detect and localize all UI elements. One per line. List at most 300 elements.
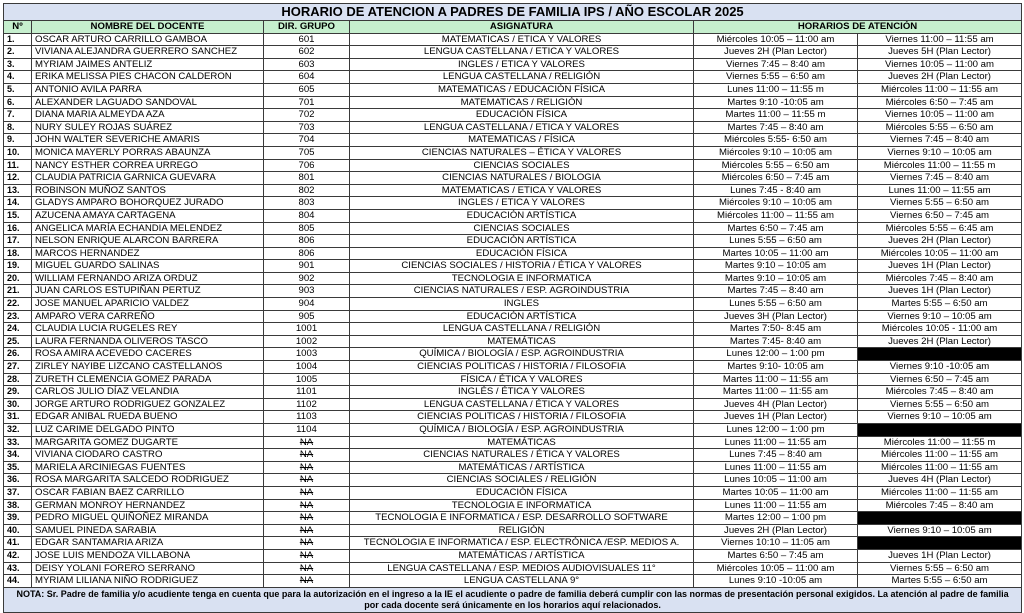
- row-number: 3.: [4, 58, 32, 71]
- subject-name: EDUCACIÓN ARTÍSTICA: [350, 209, 694, 222]
- schedule-slot-1: Lunes 7:45 - 8:40 am: [694, 184, 858, 197]
- schedule-slot-1: Martes 7:45- 8:40 am: [694, 335, 858, 348]
- schedule-slot-1: Jueves 2H (Plan Lector): [694, 46, 858, 59]
- table-row: [4, 411, 1022, 424]
- row-number: 19.: [4, 260, 32, 273]
- row-number: 29.: [4, 386, 32, 399]
- group-code: NA: [264, 499, 350, 512]
- teacher-name: VIVIANA CIODARO CASTRO: [32, 449, 264, 462]
- teacher-name: CLAUDIA LUCIA RUGELES REY: [32, 323, 264, 336]
- header-subject: ASIGNATURA: [350, 21, 694, 34]
- group-code: 806: [264, 247, 350, 260]
- subject-name: FÍSICA / ÉTICA Y VALORES: [350, 373, 694, 386]
- subject-name: EDUCACIÓN FÍSICA: [350, 109, 694, 122]
- group-code: 605: [264, 83, 350, 96]
- schedule-slot-1: Miércoles 10:05 – 11:00 am: [694, 562, 858, 575]
- teacher-name: LAURA FERNANDA OLIVEROS TASCO: [32, 335, 264, 348]
- schedule-slot-2: Viernes 9:10 – 10:05 am: [858, 411, 1022, 424]
- schedule-slot-2: Miércoles 7:45 – 8:40 am: [858, 386, 1022, 399]
- schedule-slot-1: Miércoles 9:10 – 10:05 am: [694, 197, 858, 210]
- subject-name: CIENCIAS NATURALES / ÉTICA Y VALORES: [350, 449, 694, 462]
- teacher-name: NANCY ESTHER CORREA URREGO: [32, 159, 264, 172]
- subject-name: MATEMÁTICAS: [350, 335, 694, 348]
- blocked-cell: [858, 537, 1022, 550]
- schedule-slot-1: Miércoles 5:55- 6:50 am: [694, 134, 858, 147]
- teacher-name: MIGUEL GUARDO SALINAS: [32, 260, 264, 273]
- subject-name: LENGUA CASTELLANA / RELIGIÓN: [350, 323, 694, 336]
- group-code: 901: [264, 260, 350, 273]
- group-code: 704: [264, 134, 350, 147]
- row-number: 7.: [4, 109, 32, 122]
- teacher-name: JOSE MANUEL APARICIO VALDEZ: [32, 298, 264, 311]
- group-code: 1103: [264, 411, 350, 424]
- group-code: 1001: [264, 323, 350, 336]
- schedule-slot-1: Martes 9:10 – 10:05 am: [694, 260, 858, 273]
- group-code: NA: [264, 449, 350, 462]
- group-code: 1003: [264, 348, 350, 361]
- table-row: [4, 71, 1022, 84]
- subject-name: MATEMATICAS / ETICA Y VALORES: [350, 184, 694, 197]
- row-number: 25.: [4, 335, 32, 348]
- schedule-slot-1: Martes 7:45 – 8:40 am: [694, 285, 858, 298]
- table-row: [4, 247, 1022, 260]
- row-number: 41.: [4, 537, 32, 550]
- schedule-slot-1: Miércoles 5:55 – 6:50 am: [694, 159, 858, 172]
- table-row: [4, 398, 1022, 411]
- row-number: 20.: [4, 272, 32, 285]
- group-code: NA: [264, 474, 350, 487]
- subject-name: CIENCIAS SOCIALES: [350, 159, 694, 172]
- row-number: 22.: [4, 298, 32, 311]
- header-row: [4, 21, 1022, 34]
- teacher-name: CARLOS JULIO DÍAZ VELANDIA: [32, 386, 264, 399]
- row-number: 6.: [4, 96, 32, 109]
- group-code: 1104: [264, 424, 350, 437]
- schedule-slot-2: Miércoles 6:50 – 7:45 am: [858, 96, 1022, 109]
- table-row: [4, 373, 1022, 386]
- schedule-slot-1: Miércoles 9:10 – 10:05 am: [694, 146, 858, 159]
- schedule-slot-2: Viernes 5:55 – 6:50 am: [858, 398, 1022, 411]
- subject-name: LENGUA CASTELLANA / ÉTICA Y VALORES: [350, 398, 694, 411]
- group-code: NA: [264, 512, 350, 525]
- schedule-slot-2: Viernes 7:45 – 8:40 am: [858, 134, 1022, 147]
- schedule-slot-2: Viernes 10:05 – 11:00 am: [858, 58, 1022, 71]
- teacher-name: MARGARITA GOMEZ DUGARTE: [32, 436, 264, 449]
- schedule-slot-1: Lunes 12:00 – 1:00 pm: [694, 424, 858, 437]
- subject-name: CIENCIAS NATURALES – ÉTICA Y VALORES: [350, 146, 694, 159]
- group-code: 805: [264, 222, 350, 235]
- schedule-slot-1: Martes 9:10 -10:05 am: [694, 96, 858, 109]
- schedule-slot-2: Jueves 2H (Plan Lector): [858, 335, 1022, 348]
- schedule-slot-2: Viernes 6:50 – 7:45 am: [858, 373, 1022, 386]
- table-row: [4, 310, 1022, 323]
- subject-name: RELIGIÓN: [350, 524, 694, 537]
- schedule-slot-2: Viernes 6:50 – 7:45 am: [858, 209, 1022, 222]
- subject-name: CIENCIAS SOCIALES / RELIGIÓN: [350, 474, 694, 487]
- group-code: 703: [264, 121, 350, 134]
- group-code: 1101: [264, 386, 350, 399]
- teacher-name: ROBINSON MUÑOZ SANTOS: [32, 184, 264, 197]
- table-row: [4, 58, 1022, 71]
- table-row: [4, 46, 1022, 59]
- group-code: 701: [264, 96, 350, 109]
- schedule-slot-2: Viernes 11:00 – 11:55 am: [858, 33, 1022, 46]
- schedule-slot-1: Martes 6:50 – 7:45 am: [694, 222, 858, 235]
- header-group: DIR. GRUPO: [264, 21, 350, 34]
- row-number: 42.: [4, 549, 32, 562]
- header-num: Nº: [4, 21, 32, 34]
- row-number: 44.: [4, 575, 32, 588]
- row-number: 39.: [4, 512, 32, 525]
- page-title: HORARIO DE ATENCION A PADRES DE FAMILIA IPS / AÑO ESCOLAR 2025: [4, 4, 1022, 21]
- group-code: 601: [264, 33, 350, 46]
- schedule-slot-2: Miércoles 10:05 - 11:00 am: [858, 323, 1022, 336]
- teacher-name: DEISY YOLANI FORERO SERRANO: [32, 562, 264, 575]
- schedule-slot-2: Miércoles 7:45 – 8:40 am: [858, 272, 1022, 285]
- schedule-slot-2: Miércoles 11:00 – 11:55 am: [858, 486, 1022, 499]
- row-number: 15.: [4, 209, 32, 222]
- row-number: 17.: [4, 235, 32, 248]
- subject-name: INGLÉS / ÉTICA Y VALORES: [350, 386, 694, 399]
- table-row: [4, 499, 1022, 512]
- group-code: 705: [264, 146, 350, 159]
- schedule-slot-2: Viernes 5:55 – 6:50 am: [858, 197, 1022, 210]
- schedule-slot-2: Viernes 5:55 – 6:50 am: [858, 562, 1022, 575]
- schedule-slot-2: Viernes 9:10 – 10:05 am: [858, 524, 1022, 537]
- group-code: 903: [264, 285, 350, 298]
- table-row: [4, 109, 1022, 122]
- teacher-name: JORGE ARTURO RODRIGUEZ GONZALEZ: [32, 398, 264, 411]
- subject-name: EDUCACIÓN FÍSICA: [350, 486, 694, 499]
- schedule-slot-1: Lunes 11:00 – 11:55 am: [694, 499, 858, 512]
- subject-name: TECNOLOGIA E INFORMATICA / ESP. ELECTRÓNICA /ESP. MEDIOS A.: [350, 537, 694, 550]
- schedule-slot-2: Miércoles 5:55 – 6:50 am: [858, 121, 1022, 134]
- subject-name: MATEMÁTICAS / ARTÍSTICA: [350, 549, 694, 562]
- schedule-slot-1: Martes 12:00 – 1:00 pm: [694, 512, 858, 525]
- subject-name: LENGUA CASTELLANA 9°: [350, 575, 694, 588]
- schedule-slot-1: Viernes 5:55 – 6:50 am: [694, 71, 858, 84]
- row-number: 11.: [4, 159, 32, 172]
- subject-name: CIENCIAS POLITICAS / HISTORIA / FILOSOFIA: [350, 361, 694, 374]
- table-row: [4, 436, 1022, 449]
- row-number: 14.: [4, 197, 32, 210]
- subject-name: MATEMATICAS / RELIGIÓN: [350, 96, 694, 109]
- subject-name: EDUCACIÓN ARTÍSTICA: [350, 310, 694, 323]
- schedule-slot-1: Lunes 9:10 -10:05 am: [694, 575, 858, 588]
- teacher-name: MONICA MAYERLY PORRAS ABAUNZA: [32, 146, 264, 159]
- table-row: [4, 83, 1022, 96]
- group-code: 1004: [264, 361, 350, 374]
- table-row: [4, 33, 1022, 46]
- teacher-name: WILLIAM FERNANDO ARIZA ORDUZ: [32, 272, 264, 285]
- schedule-slot-1: Martes 10:05 – 11:00 am: [694, 486, 858, 499]
- group-code: 603: [264, 58, 350, 71]
- group-code: 803: [264, 197, 350, 210]
- subject-name: MATEMÁTICAS / ARTÍSTICA: [350, 461, 694, 474]
- schedule-slot-2: Lunes 11:00 – 11:55 am: [858, 184, 1022, 197]
- table-row: [4, 222, 1022, 235]
- schedule-slot-2: Jueves 4H (Plan Lector): [858, 474, 1022, 487]
- group-code: 604: [264, 71, 350, 84]
- row-number: 43.: [4, 562, 32, 575]
- row-number: 1.: [4, 33, 32, 46]
- group-code: NA: [264, 537, 350, 550]
- subject-name: LENGUA CASTELLANA / ETICA Y VALORES: [350, 121, 694, 134]
- table-row: [4, 361, 1022, 374]
- schedule-slot-1: Jueves 2H (Plan Lector): [694, 524, 858, 537]
- teacher-name: LUZ CARIME DELGADO PINTO: [32, 424, 264, 437]
- table-row: [4, 562, 1022, 575]
- schedule-slot-2: Jueves 2H (Plan Lector): [858, 71, 1022, 84]
- subject-name: MATEMÁTICAS: [350, 436, 694, 449]
- row-number: 21.: [4, 285, 32, 298]
- teacher-name: MARCOS HERNANDEZ: [32, 247, 264, 260]
- header-name: NOMBRE DEL DOCENTE: [32, 21, 264, 34]
- group-code: 1002: [264, 335, 350, 348]
- schedule-slot-2: Martes 5:55 – 6:50 am: [858, 575, 1022, 588]
- table-row: [4, 96, 1022, 109]
- teacher-name: ROSA MARGARITA SALCEDO RODRIGUEZ: [32, 474, 264, 487]
- teacher-name: ROSA AMIRA ACEVEDO CACERES: [32, 348, 264, 361]
- schedule-slot-2: Miércoles 11:00 – 11:55 m: [858, 159, 1022, 172]
- schedule-slot-1: Viernes 7:45 – 8:40 am: [694, 58, 858, 71]
- header-schedule: HORARIOS DE ATENCIÓN: [694, 21, 1022, 34]
- subject-name: EDUCACIÓN FÍSICA: [350, 247, 694, 260]
- group-code: 1102: [264, 398, 350, 411]
- table-row: [4, 121, 1022, 134]
- table-row: [4, 298, 1022, 311]
- group-code: NA: [264, 524, 350, 537]
- table-row: [4, 386, 1022, 399]
- row-number: 38.: [4, 499, 32, 512]
- schedule-slot-1: Jueves 4H (Plan Lector): [694, 398, 858, 411]
- row-number: 35.: [4, 461, 32, 474]
- teacher-name: VIVIANA ALEJANDRA GUERRERO SANCHEZ: [32, 46, 264, 59]
- schedule-slot-2: Jueves 1H (Plan Lector): [858, 549, 1022, 562]
- teacher-name: NURY SULEY ROJAS SUÁREZ: [32, 121, 264, 134]
- schedule-slot-1: Martes 11:00 – 11:55 m: [694, 109, 858, 122]
- schedule-slot-1: Lunes 5:55 – 6:50 am: [694, 298, 858, 311]
- teacher-name: GERMAN MONROY HERNANDEZ: [32, 499, 264, 512]
- schedule-slot-2: Miércoles 10:05 – 11:00 am: [858, 247, 1022, 260]
- teacher-name: NELSON ENRIQUE ALARCON BARRERA: [32, 235, 264, 248]
- teacher-name: JOHN WALTER SEVERICHE AMARIS: [32, 134, 264, 147]
- row-number: 34.: [4, 449, 32, 462]
- subject-name: LENGUA CASTELLANA / RELIGIÓN: [350, 71, 694, 84]
- teacher-name: EDGAR SANTAMARIA ARIZA: [32, 537, 264, 550]
- schedule-slot-2: Jueves 1H (Plan Lector): [858, 260, 1022, 273]
- subject-name: TECNOLOGIA E INFORMATICA / ESP. DESARROLLO SOFTWARE: [350, 512, 694, 525]
- row-number: 26.: [4, 348, 32, 361]
- note-row: [4, 587, 1022, 612]
- subject-name: CIENCIAS NATURALES / BIOLOGIA: [350, 172, 694, 185]
- group-code: NA: [264, 486, 350, 499]
- schedule-slot-2: Miércoles 11:00 – 11:55 m: [858, 436, 1022, 449]
- group-code: NA: [264, 549, 350, 562]
- schedule-slot-2: Jueves 2H (Plan Lector): [858, 235, 1022, 248]
- schedule-slot-2: Viernes 10:05 – 11:00 am: [858, 109, 1022, 122]
- table-row: [4, 184, 1022, 197]
- row-number: 8.: [4, 121, 32, 134]
- subject-name: TECNOLOGIA E INFORMATICA: [350, 272, 694, 285]
- teacher-name: CLAUDIA PATRICIA GARNICA GUEVARA: [32, 172, 264, 185]
- schedule-slot-2: Viernes 7:45 – 8:40 am: [858, 172, 1022, 185]
- row-number: 30.: [4, 398, 32, 411]
- group-code: 902: [264, 272, 350, 285]
- row-number: 32.: [4, 424, 32, 437]
- table-row: [4, 335, 1022, 348]
- schedule-slot-2: Miércoles 11:00 – 11:55 am: [858, 461, 1022, 474]
- teacher-name: EDGAR ANIBAL RUEDA BUENO: [32, 411, 264, 424]
- schedule-slot-2: Miércoles 11:00 – 11:55 am: [858, 449, 1022, 462]
- schedule-slot-2: Viernes 9:10 – 10:05 am: [858, 310, 1022, 323]
- teacher-name: MARIELA ARCINIEGAS FUENTES: [32, 461, 264, 474]
- subject-name: LENGUA CASTELLANA / ETICA Y VALORES: [350, 46, 694, 59]
- group-code: 905: [264, 310, 350, 323]
- schedule-slot-1: Martes 6:50 – 7:45 am: [694, 549, 858, 562]
- schedule-slot-1: Martes 10:05 – 11:00 am: [694, 247, 858, 260]
- group-code: 804: [264, 209, 350, 222]
- subject-name: EDUCACIÓN ARTÍSTICA: [350, 235, 694, 248]
- teacher-name: AMPARO VERA CARREÑO: [32, 310, 264, 323]
- teacher-name: ALEXANDER LAGUADO SANDOVAL: [32, 96, 264, 109]
- subject-name: QUÍMICA / BIOLOGÍA / ESP. AGROINDUSTRIA: [350, 424, 694, 437]
- table-row: [4, 272, 1022, 285]
- row-number: 37.: [4, 486, 32, 499]
- subject-name: MATEMATICAS / ETICA Y VALORES: [350, 33, 694, 46]
- teacher-name: JOSE LUIS MENDOZA VILLABONA: [32, 549, 264, 562]
- schedule-slot-2: Miércoles 7:45 – 8:40 am: [858, 499, 1022, 512]
- teacher-name: MYRIAM LILIANA NIÑO RODRIGUEZ: [32, 575, 264, 588]
- teacher-name: GLADYS AMPARO BOHORQUEZ JURADO: [32, 197, 264, 210]
- group-code: NA: [264, 562, 350, 575]
- group-code: NA: [264, 436, 350, 449]
- row-number: 18.: [4, 247, 32, 260]
- table-row: [4, 323, 1022, 336]
- table-row: [4, 146, 1022, 159]
- row-number: 2.: [4, 46, 32, 59]
- row-number: 27.: [4, 361, 32, 374]
- blocked-cell: [858, 424, 1022, 437]
- subject-name: MATEMATICAS / EDUCACIÓN FÍSICA: [350, 83, 694, 96]
- table-row: [4, 449, 1022, 462]
- teacher-name: OSCAR ARTURO CARRILLO GAMBOA: [32, 33, 264, 46]
- table-row: [4, 474, 1022, 487]
- schedule-slot-2: Jueves 1H (Plan Lector): [858, 285, 1022, 298]
- schedule-slot-1: Martes 11:00 – 11:55 am: [694, 373, 858, 386]
- row-number: 9.: [4, 134, 32, 147]
- subject-name: CIENCIAS NATURALES / ESP. AGROINDUSTRIA: [350, 285, 694, 298]
- table-row: [4, 209, 1022, 222]
- group-code: 904: [264, 298, 350, 311]
- teacher-name: ANTONIO AVILA PARRA: [32, 83, 264, 96]
- teacher-name: MYRIAM JAIMES ANTELIZ: [32, 58, 264, 71]
- footer-note: NOTA: Sr. Padre de familia y/o acudiente tenga en cuenta que para la autorización en el ingreso a la IE el acudiente o padre de familia deberá cumplir con las normas de presentación personal exigidos. La atención al padre de familia por cada docente será únicamente en los horarios aquí relacionados.: [4, 587, 1022, 612]
- row-number: 36.: [4, 474, 32, 487]
- row-number: 10.: [4, 146, 32, 159]
- group-code: 702: [264, 109, 350, 122]
- row-number: 23.: [4, 310, 32, 323]
- subject-name: MATEMATICAS / FÍSICA: [350, 134, 694, 147]
- teacher-name: OSCAR FABIAN BAEZ CARRILLO: [32, 486, 264, 499]
- table-row: [4, 197, 1022, 210]
- subject-name: QUÍMICA / BIOLOGÍA / ESP. AGROINDUSTRIA: [350, 348, 694, 361]
- row-number: 4.: [4, 71, 32, 84]
- group-code: 801: [264, 172, 350, 185]
- row-number: 16.: [4, 222, 32, 235]
- schedule-slot-1: Miércoles 11:00 – 11:55 am: [694, 209, 858, 222]
- teacher-name: AZUCENA AMAYA CARTAGENA: [32, 209, 264, 222]
- teacher-name: ERIKA MELISSA PIES CHACON CALDERON: [32, 71, 264, 84]
- schedule-slot-1: Viernes 10:10 – 11:05 am: [694, 537, 858, 550]
- teacher-name: DIANA MARIA ALMEYDA AZA: [32, 109, 264, 122]
- row-number: 33.: [4, 436, 32, 449]
- schedule-slot-1: Lunes 7:45 – 8:40 am: [694, 449, 858, 462]
- schedule-slot-1: Lunes 11:00 – 11:55 m: [694, 83, 858, 96]
- row-number: 13.: [4, 184, 32, 197]
- subject-name: INGLES / ETICA Y VALORES: [350, 58, 694, 71]
- row-number: 5.: [4, 83, 32, 96]
- table-row: [4, 159, 1022, 172]
- teacher-name: SAMUEL PINEDA SARABIA: [32, 524, 264, 537]
- schedule-slot-2: Jueves 5H (Plan Lector): [858, 46, 1022, 59]
- subject-name: INGLES: [350, 298, 694, 311]
- subject-name: CIENCIAS POLITICAS / HISTORIA / FILOSOFIA: [350, 411, 694, 424]
- teacher-name: ZURETH CLEMENCIA GOMEZ PARADA: [32, 373, 264, 386]
- schedule-slot-1: Miércoles 6:50 – 7:45 am: [694, 172, 858, 185]
- subject-name: TECNOLOGIA E INFORMATICA: [350, 499, 694, 512]
- teacher-name: JUAN CARLOS ESTUPIÑAN PERTUZ: [32, 285, 264, 298]
- table-row: [4, 424, 1022, 437]
- table-row: [4, 512, 1022, 525]
- blocked-cell: [858, 512, 1022, 525]
- table-row: [4, 524, 1022, 537]
- schedule-slot-1: Martes 9:10 – 10:05 am: [694, 272, 858, 285]
- schedule-slot-1: Miércoles 10:05 – 11:00 am: [694, 33, 858, 46]
- table-row: [4, 549, 1022, 562]
- table-row: [4, 235, 1022, 248]
- row-number: 31.: [4, 411, 32, 424]
- schedule-sheet: [3, 3, 1021, 610]
- group-code: 1005: [264, 373, 350, 386]
- schedule-slot-2: Miércoles 11:00 – 11:55 am: [858, 83, 1022, 96]
- subject-name: INGLES / ETICA Y VALORES: [350, 197, 694, 210]
- group-code: NA: [264, 461, 350, 474]
- schedule-slot-2: Viernes 9:10 – 10:05 am: [858, 146, 1022, 159]
- teacher-name: PEDRO MIGUEL QUIÑOÑEZ MIRANDA: [32, 512, 264, 525]
- table-row: [4, 461, 1022, 474]
- schedule-slot-2: Martes 5:55 – 6:50 am: [858, 298, 1022, 311]
- teacher-name: ZIRLEY NAYIBE LIZCANO CASTELLANOS: [32, 361, 264, 374]
- group-code: 806: [264, 235, 350, 248]
- schedule-slot-1: Martes 9:10- 10:05 am: [694, 361, 858, 374]
- group-code: NA: [264, 575, 350, 588]
- row-number: 28.: [4, 373, 32, 386]
- group-code: 602: [264, 46, 350, 59]
- table-row: [4, 285, 1022, 298]
- schedule-slot-1: Martes 11:00 – 11:55 am: [694, 386, 858, 399]
- row-number: 40.: [4, 524, 32, 537]
- table-row: [4, 134, 1022, 147]
- schedule-slot-1: Jueves 3H (Plan Lector): [694, 310, 858, 323]
- table-row: [4, 486, 1022, 499]
- group-code: 802: [264, 184, 350, 197]
- subject-name: CIENCIAS SOCIALES / HISTORIA / ÉTICA Y VALORES: [350, 260, 694, 273]
- schedule-slot-1: Lunes 5:55 – 6:50 am: [694, 235, 858, 248]
- table-row: [4, 537, 1022, 550]
- table-row: [4, 260, 1022, 273]
- schedule-slot-1: Lunes 10:05 – 11:00 am: [694, 474, 858, 487]
